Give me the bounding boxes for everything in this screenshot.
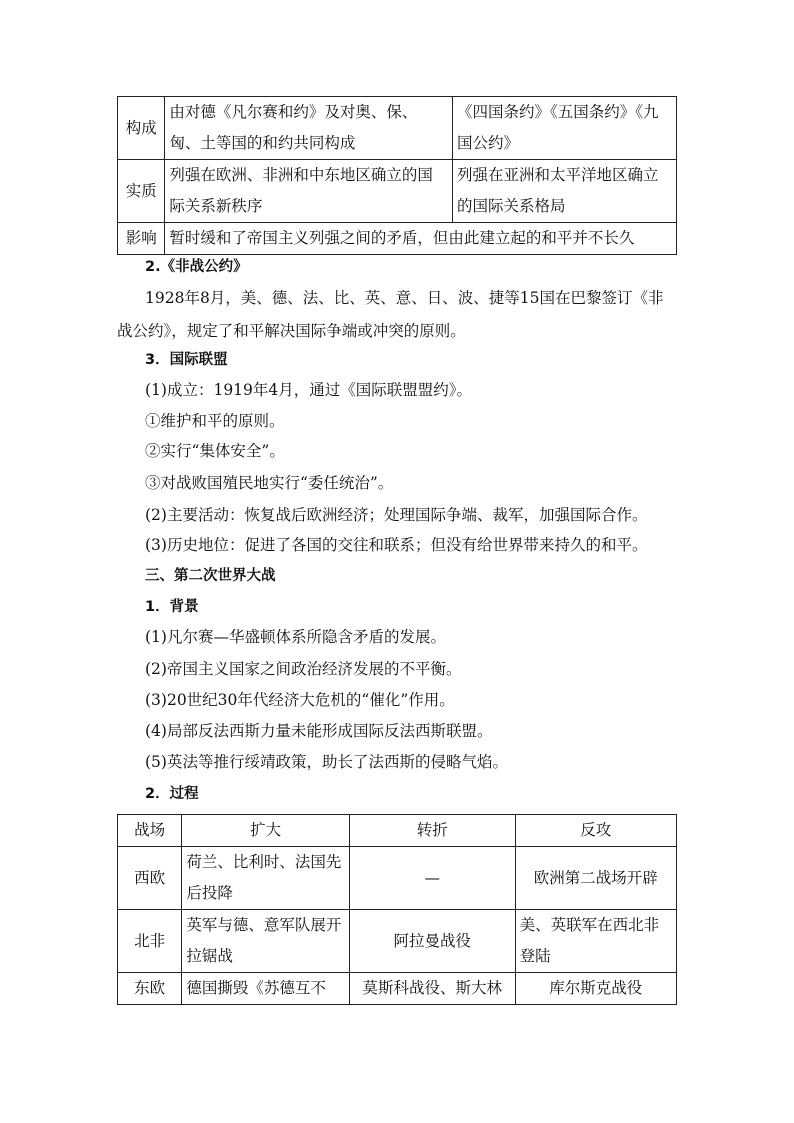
table-row <box>118 847 677 910</box>
text-line: (2)主要活动：恢复战后欧洲经济；处理国际争端、裁军，加强国际合作。 <box>145 506 648 524</box>
paragraph: 1928年8月，美、德、法、比、英、意、日、波、捷等15国在巴黎签订《非战公约》，规定了和平解决国际争端或冲突的原则。 <box>117 289 664 340</box>
row-header: 影响 <box>118 223 165 255</box>
table-cell: 美、英联军在西北非登陆 <box>515 910 676 973</box>
text-line: ①维护和平的原则。 <box>145 412 285 430</box>
text-line: (3)历史地位：促进了各国的交往和联系；但没有给世界带来持久的和平。 <box>145 536 648 554</box>
table-cell: 阿拉曼战役 <box>350 910 516 973</box>
ww2-process-table <box>117 814 677 1005</box>
row-header: 构成 <box>118 97 165 160</box>
text-line: ②实行“集体安全”。 <box>145 442 285 460</box>
section-title: 1．背景 <box>145 599 199 615</box>
table-cell: 列强在欧洲、非洲和中东地区确立的国际关系新秩序 <box>165 160 453 223</box>
table-cell: 莫斯科战役、斯大林 <box>350 973 516 1005</box>
table-row <box>118 973 677 1005</box>
table-cell: — <box>350 847 516 910</box>
column-header: 转折 <box>350 815 516 847</box>
table-cell: 暂时缓和了帝国主义列强之间的矛盾，但由此建立起的和平并不长久 <box>165 223 677 255</box>
table-cell: 库尔斯克战役 <box>515 973 676 1005</box>
table-cell: 列强在亚洲和太平洋地区确立的国际关系格局 <box>452 160 676 223</box>
row-header: 东欧 <box>118 973 182 1005</box>
row-header: 实质 <box>118 160 165 223</box>
column-header: 扩大 <box>182 815 350 847</box>
table-header-row <box>118 815 677 847</box>
part-title: 三、第二次世界大战 <box>145 568 276 584</box>
table-cell: 由对德《凡尔赛和约》及对奥、保、匈、土等国的和约共同构成 <box>165 97 453 160</box>
text-line: (4)局部反法西斯力量未能形成国际反法西斯联盟。 <box>145 722 493 740</box>
column-header: 反攻 <box>515 815 676 847</box>
row-header: 北非 <box>118 910 182 973</box>
section-title: 3．国际联盟 <box>145 352 228 368</box>
text-line: (3)20世纪30年代经济大危机的“催化”作用。 <box>145 691 455 709</box>
text-line: (2)帝国主义国家之间政治经济发展的不平衡。 <box>145 660 462 678</box>
text-line: ③对战败国殖民地实行“委任统治”。 <box>145 474 394 492</box>
table-row <box>118 910 677 973</box>
table-cell: 《四国条约》《五国条约》《九国公约》 <box>452 97 676 160</box>
text-line: (5)英法等推行绥靖政策，助长了法西斯的侵略气焰。 <box>145 753 508 771</box>
table-cell: 英军与德、意军队展开拉锯战 <box>182 910 350 973</box>
table-cell: 欧洲第二战场开辟 <box>515 847 676 910</box>
table-row <box>118 223 677 255</box>
table-row <box>118 160 677 223</box>
text-line: (1)成立：1919年4月，通过《国际联盟盟约》。 <box>145 381 473 399</box>
table-cell: 荷兰、比利时、法国先后投降 <box>182 847 350 910</box>
versailles-washington-table <box>117 96 677 255</box>
text-line: (1)凡尔赛—华盛顿体系所隐含矛盾的发展。 <box>145 628 446 646</box>
table-row <box>118 97 677 160</box>
row-header: 西欧 <box>118 847 182 910</box>
column-header: 战场 <box>118 815 182 847</box>
section-title: 2.《非战公约》 <box>145 259 248 275</box>
section-title: 2．过程 <box>145 786 199 802</box>
table-cell: 德国撕毁《苏德互不 <box>182 973 350 1005</box>
